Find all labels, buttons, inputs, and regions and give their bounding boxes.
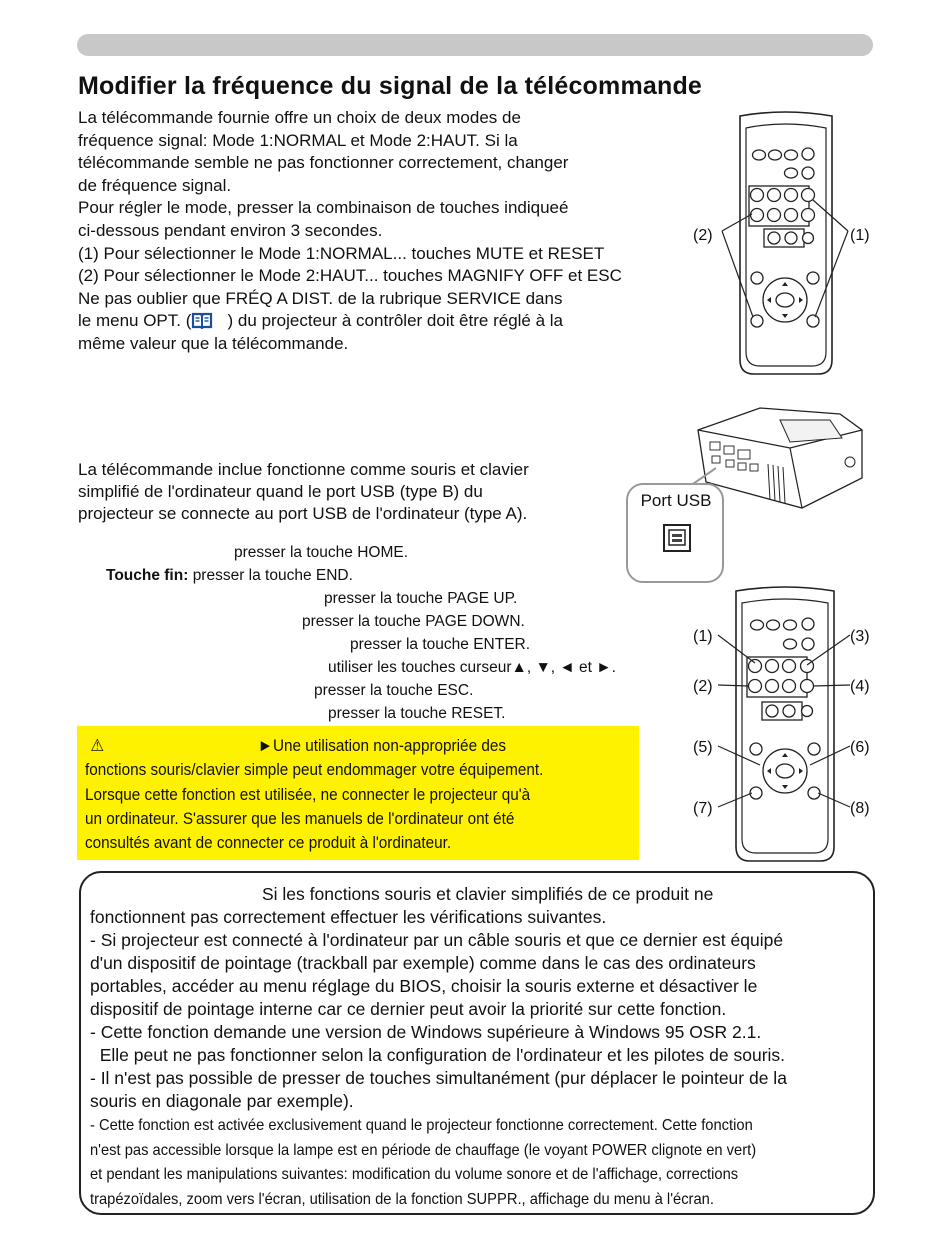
- warning-line: fonctions souris/clavier simple peut endommager votre équipement.: [85, 760, 544, 780]
- note-line: dispositif de pointage interne car ce dernier peut avoir la priorité sur cette fonction.: [90, 999, 727, 1019]
- key-cursor: utiliser les touches curseur▲, ▼, ◄ et ►.: [328, 659, 616, 676]
- intro-line: [78, 310, 622, 333]
- callout-label: (1): [850, 227, 870, 244]
- note-line: Si les fonctions souris et clavier simplifiés de ce produit ne: [262, 884, 714, 904]
- warning-icon: ⚠: [90, 736, 105, 755]
- note-text: [90, 883, 814, 1211]
- note-line: - Cette fonction demande une version de Windows supérieure à Windows 95 OSR 2.1.: [90, 1022, 762, 1042]
- usb-line: La télécommande inclue fonctionne comme souris et clavier: [78, 460, 529, 479]
- key-end-text: presser la touche END.: [192, 567, 353, 584]
- callout-label: (5): [693, 739, 713, 756]
- intro-line: ci-dessous pendant environ 3 secondes.: [78, 220, 383, 240]
- callout-label: (3): [850, 628, 870, 645]
- key-pageup: presser la touche PAGE UP.: [324, 590, 518, 607]
- header-bar: [77, 34, 873, 56]
- intro-line: fréquence signal: Mode 1:NORMAL et Mode 2:HAUT. Si la: [78, 130, 518, 150]
- page-title: Modifier la fréquence du signal de la télécommande: [78, 72, 703, 100]
- usb-paragraph: [78, 459, 529, 525]
- callout-label: (1): [693, 628, 713, 645]
- note-small-line: - Cette fonction est activée exclusivement quand le projecteur fonctionne correctement. Cette fonction: [90, 1117, 753, 1134]
- warning-line: un ordinateur. S'assurer que les manuels de l'ordinateur ont été: [85, 808, 515, 828]
- intro-line: Pour régler le mode, presser la combinaison de touches indiqueé: [78, 198, 569, 218]
- intro-line: télécommande semble ne pas fonctionner correctement, changer: [78, 153, 569, 173]
- key-esc: presser la touche ESC.: [314, 682, 474, 699]
- callout-label: (6): [850, 739, 870, 756]
- note-line: - Il n'est pas possible de presser de touches simultanément (pur déplacer le pointeur de la: [90, 1068, 787, 1088]
- intro-text: ) du projecteur à contrôler doit être réglé à la: [227, 311, 564, 331]
- usb-port-callout: [620, 440, 730, 590]
- intro-line: de fréquence signal.: [78, 175, 232, 195]
- warning-box: [77, 726, 639, 860]
- intro-text: le menu OPT. (: [78, 311, 192, 331]
- book-icon: [191, 312, 213, 329]
- intro-line: (1) Pour sélectionner le Mode 1:NORMAL... touches MUTE et RESET: [78, 243, 605, 263]
- callout-label: (4): [850, 678, 870, 695]
- note-line: Elle peut ne pas fonctionner selon la configuration de l'ordinateur et les pilotes de souris.: [90, 1045, 786, 1065]
- key-reset: presser la touche RESET.: [328, 705, 506, 722]
- key-enter: presser la touche ENTER.: [350, 636, 531, 653]
- note-line: souris en diagonale par exemple).: [90, 1091, 354, 1111]
- note-line: fonctionnent pas correctement effectuer les vérifications suivantes.: [90, 907, 607, 927]
- key-end-label: Touche fin:: [106, 567, 189, 584]
- remote-illustration-bottom: [690, 585, 880, 865]
- note-small-line: et pendant les manipulations suivantes: modification du volume sonore et de l'affichage, corrections: [90, 1166, 739, 1183]
- intro-line: La télécommande fournie offre un choix de deux modes de: [78, 108, 521, 127]
- note-box: [79, 871, 875, 1215]
- usb-line: simplifié de l'ordinateur quand le port USB (type B) du: [78, 482, 483, 501]
- key-pagedown: presser la touche PAGE DOWN.: [302, 613, 525, 630]
- note-small-line: trapézoïdales, zoom vers l'écran, utilisation de la fonction SUPPR., affichage du menu à l'écran.: [90, 1190, 714, 1208]
- intro-line: (2) Pour sélectionner le Mode 2:HAUT... touches MAGNIFY OFF et ESC: [78, 266, 622, 286]
- usb-line: projecteur se connecte au port USB de l'ordinateur (type A).: [78, 504, 528, 523]
- key-home: presser la touche HOME.: [234, 544, 409, 561]
- warning-line: [85, 734, 543, 758]
- note-line: - Si projecteur est connecté à l'ordinateur par un câble souris et que ce dernier est équipé: [90, 930, 784, 950]
- callout-label: (7): [693, 800, 713, 817]
- warning-text: [85, 734, 543, 855]
- warning-line-text: ►Une utilisation non-appropriée des: [257, 736, 507, 755]
- note-line: portables, accéder au menu réglage du BIOS, choisir la souris externe et désactiver le: [90, 976, 758, 996]
- intro-line: Ne pas oublier que FRÉQ A DIST. de la rubrique SERVICE dans: [78, 288, 563, 308]
- key-end: [106, 564, 353, 587]
- note-small-line: n'est pas accessible lorsque la lampe est en période de chauffage (le voyant POWER clignote en vert): [90, 1141, 757, 1159]
- note-line: d'un dispositif de pointage (trackball par exemple) comme dans le cas des ordinateurs: [90, 953, 756, 973]
- callout-label: (8): [850, 800, 870, 817]
- remote-illustration-top: [690, 110, 880, 380]
- usb-port-label: Port USB: [640, 491, 712, 510]
- warning-line: consultés avant de connecter ce produit à l'ordinateur.: [85, 833, 452, 853]
- intro-paragraph: [78, 107, 622, 356]
- intro-line: même valeur que la télécommande.: [78, 333, 349, 353]
- callout-label: (2): [693, 227, 713, 244]
- warning-line: Lorsque cette fonction est utilisée, ne connecter le projecteur qu'à: [85, 784, 531, 804]
- callout-label: (2): [693, 678, 713, 695]
